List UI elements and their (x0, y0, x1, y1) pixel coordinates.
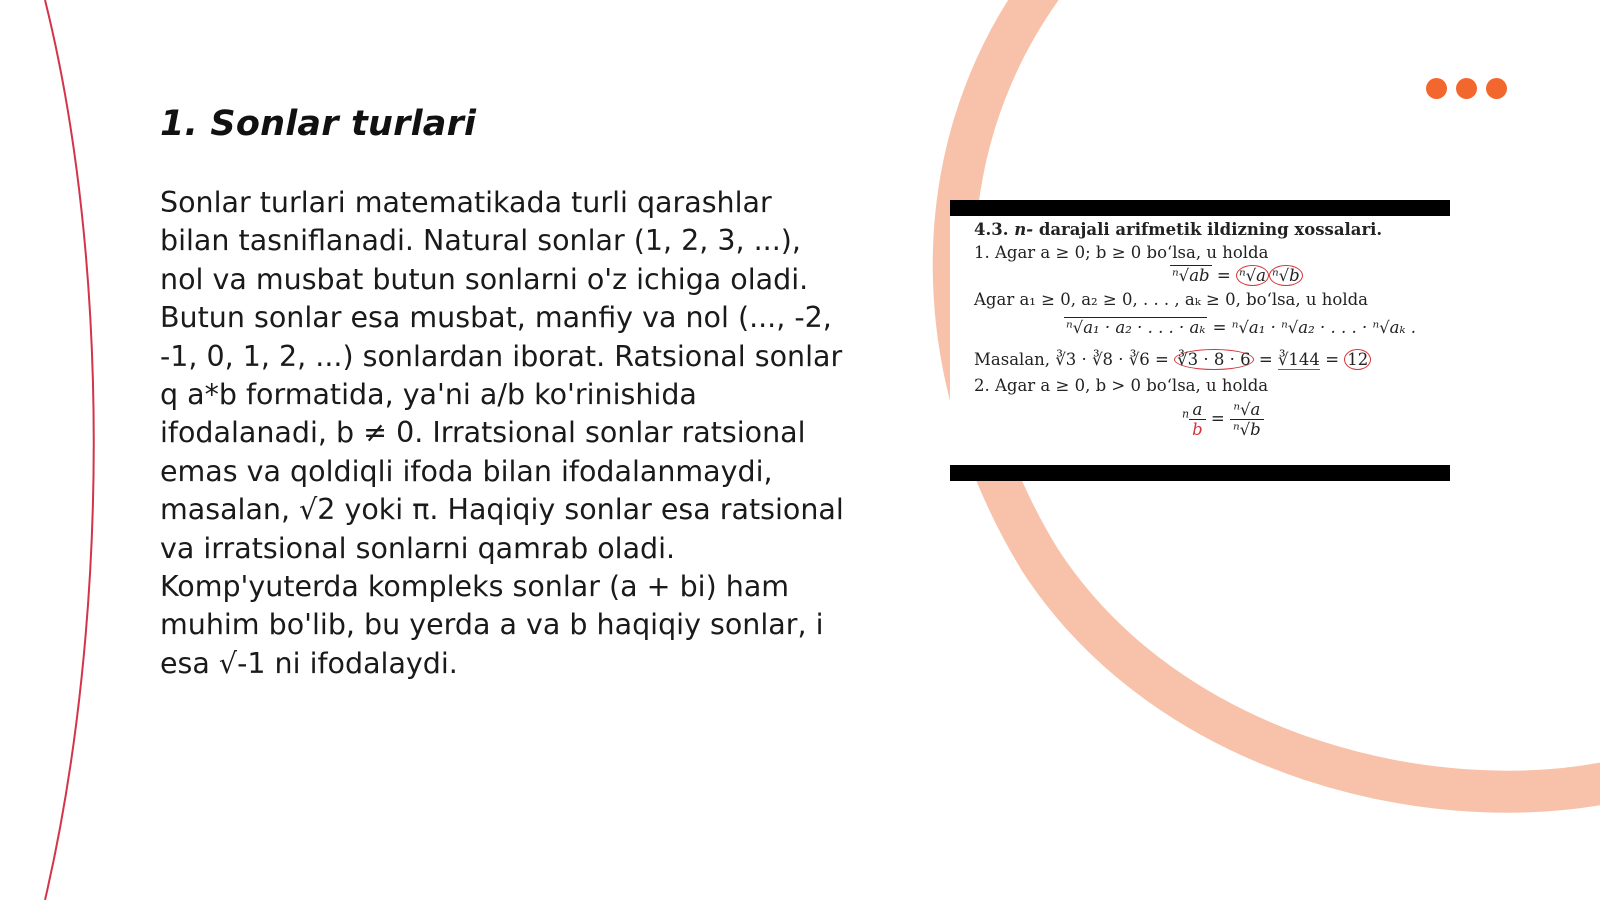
slide-title: 1. Sonlar turlari (160, 104, 477, 144)
left-margin-line (45, 0, 94, 900)
dot-icon (1426, 78, 1447, 99)
dot-icon (1456, 78, 1477, 99)
figure-example: Masalan, ∛3 · ∛8 · ∛6 = ∛3 · 8 · 6 = ∛144 = 12 (974, 350, 1371, 369)
figure-formula-1: ⁿ√ab = ⁿ√a ⁿ√b (1170, 266, 1303, 285)
figure-bottom-bar (950, 465, 1450, 481)
dot-icon (1486, 78, 1507, 99)
figure-formula-2: ⁿ√a₁ · a₂ · . . . · aₖ = ⁿ√a₁ · ⁿ√a₂ · . . . · ⁿ√aₖ . (1066, 318, 1416, 337)
figure-formula-3: $^n$ $\frac{a}{b}$ = $\frac{\text{ⁿ√a}}{\text{ⁿ√b}}$ (1182, 400, 1264, 439)
figure-line-3: 2. Agar a ≥ 0, b > 0 bo‘lsa, u holda (974, 376, 1269, 395)
figure-line-2: Agar a₁ ≥ 0, a₂ ≥ 0, . . . , aₖ ≥ 0, bo‘lsa, u holda (974, 290, 1368, 309)
decorative-dots (1426, 78, 1507, 99)
figure-line-1: 1. Agar a ≥ 0; b ≥ 0 bo‘lsa, u holda (974, 243, 1269, 262)
formula-image (950, 200, 1450, 481)
figure-heading: 4.3. n- darajali arifmetik ildizning xossalari. (974, 220, 1383, 239)
figure-top-bar (950, 200, 1450, 216)
slide-body-text: Sonlar turlari matematikada turli qarashlar bilan tasniflanadi. Natural sonlar (1, 2, 3, ...), nol va musbat butun sonlarni o'z ichiga oladi. Butun sonlar esa musbat, manfiy va nol (..., -2, -1, 0, 1, 2, ...) sonlardan iborat. Ratsional sonlar q a*b formatida, ya'ni a/b ko'rinishida ifodalanadi, b ≠ 0. Irratsional sonlar ratsional emas va qoldiqli ifoda bilan ifodalanmaydi, masalan, √2 yoki π. Haqiqiy sonlar esa ratsional va irratsional sonlarni qamrab oladi. Komp'yuterda kompleks sonlar (a + bi) ham muhim bo'lib, bu yerda a va b haqiqiy sonlar, i esa √-1 ni ifodalaydi. (160, 186, 844, 680)
